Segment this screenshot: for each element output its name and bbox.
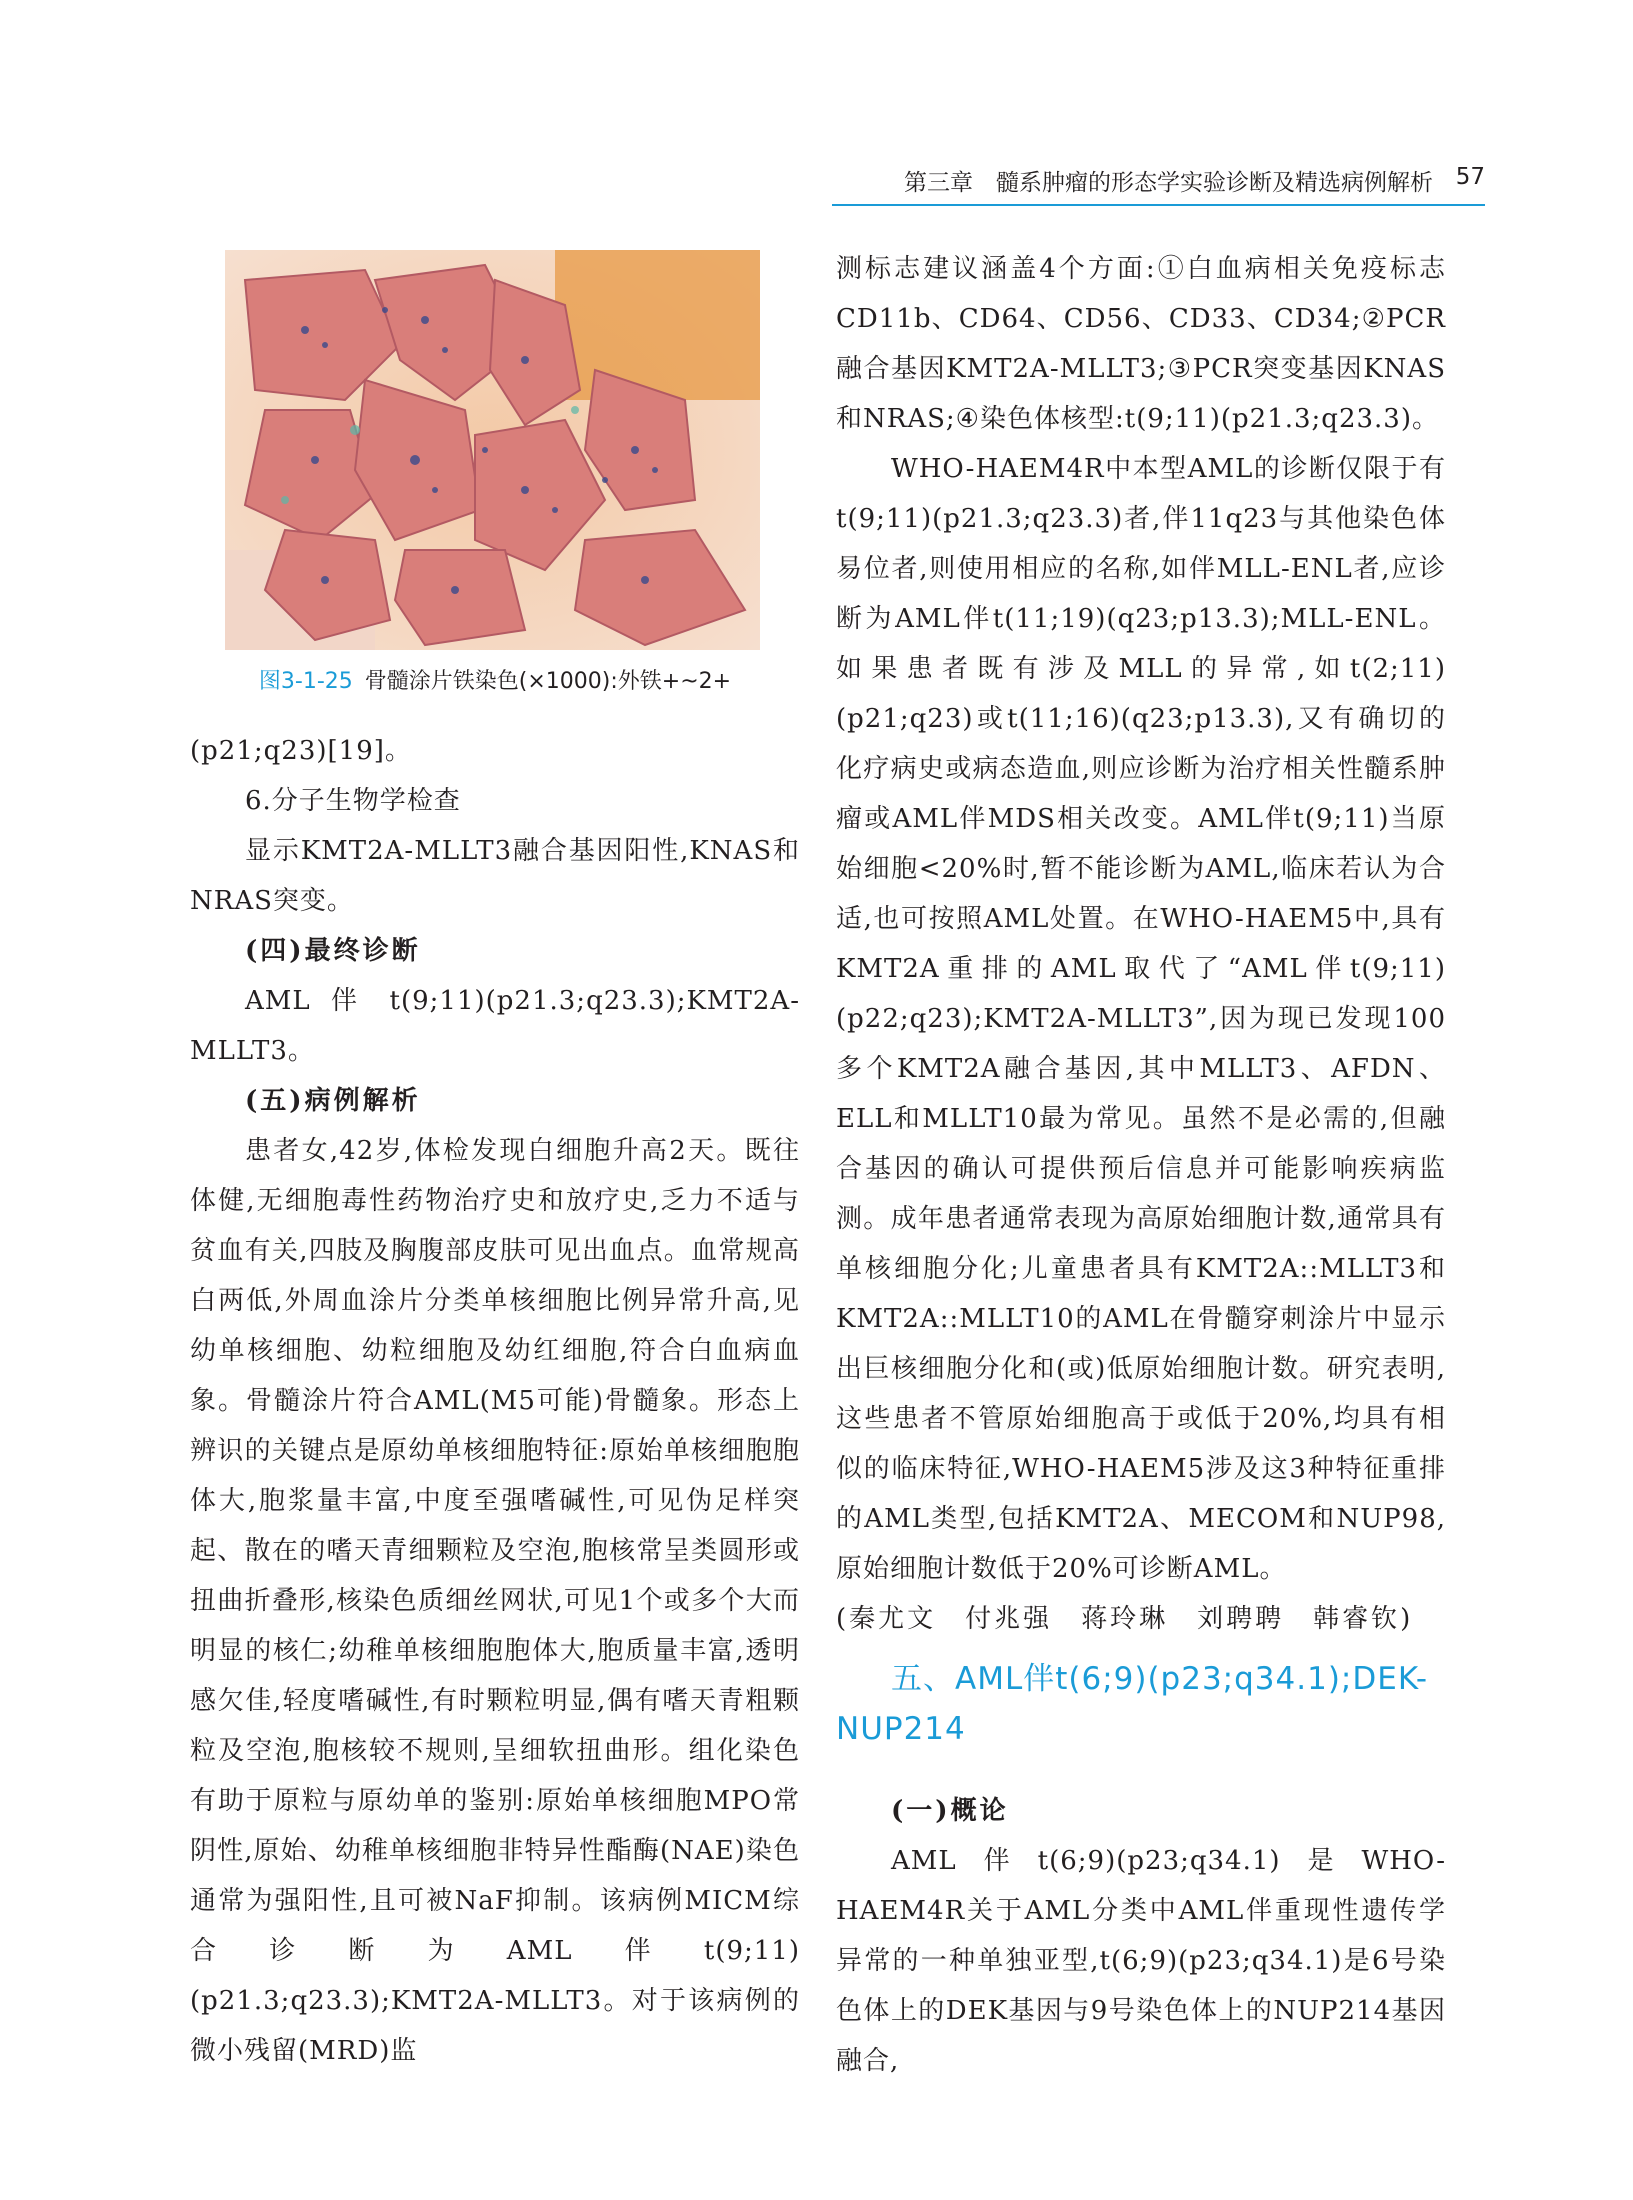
running-header: [0, 164, 1633, 204]
paragraph: 测标志建议涵盖4个方面:①白血病相关免疫标志CD11b、CD64、CD56、CD33、CD34;②PCR融合基因KMT2A-MLLT3;③PCR突变基因KNAS和NRAS;④染色体核型:t(9;11)(p21.3;q23.3)。: [836, 254, 1446, 434]
paragraph: 患者女,42岁,体检发现白细胞升高2天。既往体健,无细胞毒性药物治疗史和放疗史,乏力不适与贫血有关,四肢及胸腹部皮肤可见出血点。血常规高白两低,外周血涂片分类单核细胞比例异常升高,见幼单核细胞、幼粒细胞及幼红细胞,符合白血病血象。骨髓涂片符合AML(M5可能)骨髓象。形态上辨识的关键点是原幼单核细胞特征:原始单核细胞胞体大,胞浆量丰富,中度至强嗜碱性,可见伪足样突起、散在的嗜天青细颗粒及空泡,胞核常呈类圆形或扭曲折叠形,核染色质细丝网状,可见1个或多个大而明显的核仁;幼稚单核细胞胞体大,胞质量丰富,透明感欠佳,轻度嗜碱性,有时颗粒明显,偶有嗜天青粗颗粒及空泡,胞核较不规则,呈细软扭曲形。组化染色有助于原粒与原幼单的鉴别:原始单核细胞MPO常阴性,原始、幼稚单核细胞非特异性酯酶(NAE)染色通常为强阳性,且可被NaF抑制。该病例MICM综合诊断为AML伴t(9;11)(p21.3;q23.3);KMT2A-MLLT3。对于该病例的微小残留(MRD)监: [190, 1136, 800, 2066]
chapter-title: 第三章 髓系肿瘤的形态学实验诊断及精选病例解析: [904, 170, 1433, 196]
section-title: 五、AML伴t(6;9)(p23;q34.1);DEK-NUP214: [836, 1661, 1429, 1747]
paragraph: WHO-HAEM4R中本型AML的诊断仅限于有t(9;11)(p21.3;q23.3)者,伴11q23与其他染色体易位者,则使用相应的名称,如伴MLL-ENL者,应诊断为AML伴t(11;19)(q23;p13.3);MLL-ENL。如果患者既有涉及MLL的异常,如t(2;11)(p21;q23)或t(11;16)(q23;p13.3),又有确切的化疗病史或病态造血,则应诊断为治疗相关性髓系肿瘤或AML伴MDS相关改变。AML伴t(9;11)当原始细胞<20%时,暂不能诊断为AML,临床若认为合适,也可按照AML处置。在WHO-HAEM5中,具有KMT2A重排的AML取代了“AML伴t(9;11)(p22;q23);KMT2A-MLLT3”,因为现已发现100多个KMT2A融合基因,其中MLLT3、AFDN、ELL和MLLT10最为常见。虽然不是必需的,但融合基因的确认可提供预后信息并可能影响疾病监测。成年患者通常表现为高原始细胞计数,通常具有单核细胞分化;儿童患者具有KMT2A::MLLT3和KMT2A::MLLT10的AML在骨髓穿刺涂片中显示出巨核细胞分化和(或)低原始细胞计数。研究表明,这些患者不管原始细胞高于或低于20%,均具有相似的临床特征,WHO-HAEM5涉及这3种特征重排的AML类型,包括KMT2A、MECOM和NUP98,原始细胞计数低于20%可诊断AML。: [836, 454, 1446, 1584]
authors: (秦尤文 付兆强 蒋玲琳 刘聘聘 韩睿钦): [836, 1604, 1414, 1634]
heading-final-diagnosis: (四)最终诊断: [245, 936, 421, 966]
figure-caption: [190, 664, 800, 695]
figure-number: 图3-1-25: [258, 669, 353, 694]
heading-case-analysis: (五)病例解析: [245, 1086, 421, 1116]
paragraph: AML 伴 t(9;11)(p21.3;q23.3);KMT2A-MLLT3。: [190, 986, 800, 1066]
micrograph-illustration: [225, 250, 760, 650]
bone-marrow-iron-stain-image: [225, 250, 760, 650]
paragraph: (p21;q23)[19]。: [190, 736, 412, 766]
left-column: [190, 726, 800, 2076]
subheading-molecular: 6.分子生物学检查: [245, 786, 461, 816]
figure-caption-text: 骨髓涂片铁染色(×1000):外铁+~2+: [364, 669, 732, 694]
heading-overview: (一)概论: [891, 1796, 1009, 1826]
right-column: [836, 244, 1446, 2086]
paragraph: AML伴t(6;9)(p23;q34.1)是WHO-HAEM4R关于AML分类中AML伴重现性遗传学异常的一种单独亚型,t(6;9)(p23;q34.1)是6号染色体上的DEK基因与9号染色体上的NUP214基因融合,: [836, 1846, 1446, 2076]
paragraph: 显示KMT2A-MLLT3融合基因阳性,KNAS和NRAS突变。: [190, 836, 800, 916]
header-rule: [832, 204, 1485, 206]
page-number: 57: [1455, 164, 1485, 190]
